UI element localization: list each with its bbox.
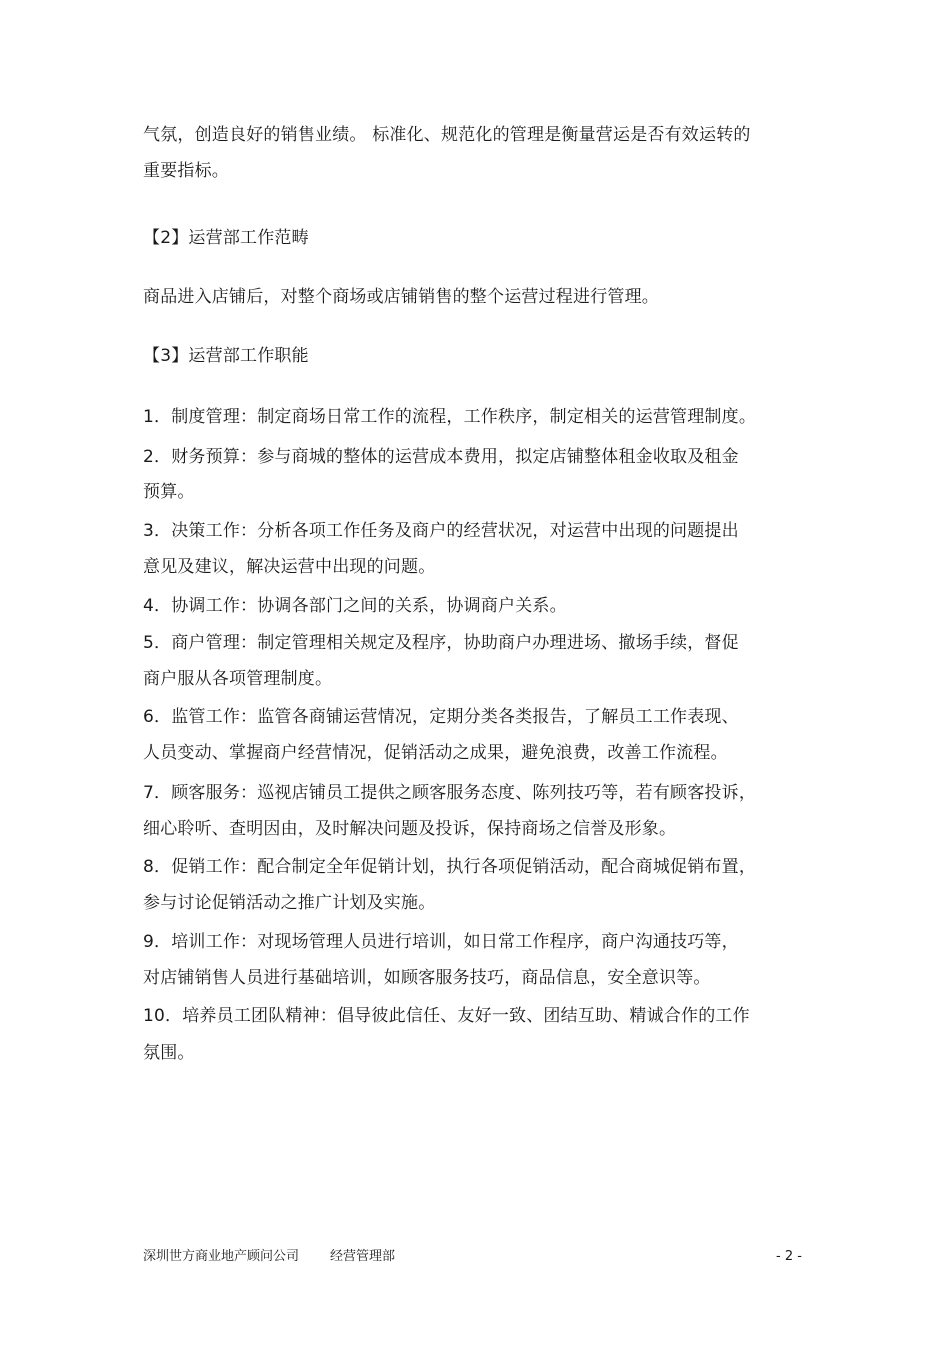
list-item-6-line-1: 6．监管工作：监管各商铺运营情况，定期分类各类报告，了解员工工作表现、 xyxy=(143,707,739,727)
footer-company-name: 深圳世方商业地产顾问公司 xyxy=(143,1249,300,1264)
intro-line-1: 气氛，创造良好的销售业绩。 标准化、规范化的管理是衡量营运是否有效运转的 xyxy=(143,125,751,145)
intro-line-2: 重要指标。 xyxy=(143,161,229,181)
list-item-8-line-1: 8．促销工作：配合制定全年促销计划，执行各项促销活动，配合商城促销布置， xyxy=(143,857,757,877)
list-item-6-line-2: 人员变动、掌握商户经营情况，促销活动之成果，避免浪费，改善工作流程。 xyxy=(143,743,728,763)
list-item-7-line-1: 7．顾客服务：巡视店铺员工提供之顾客服务态度、陈列技巧等，若有顾客投诉， xyxy=(143,783,757,803)
footer-department: 经营管理部 xyxy=(330,1249,396,1264)
list-item-7-line-2: 细心聆听、查明因由，及时解决问题及投诉，保持商场之信誉及形象。 xyxy=(143,819,677,839)
footer-page-number: - 2 - xyxy=(776,1249,802,1264)
list-item-10-line-1: 10．培养员工团队精神：倡导彼此信任、友好一致、团结互助、精诚合作的工作 xyxy=(143,1006,750,1026)
section-3-heading: 【3】运营部工作职能 xyxy=(143,346,309,366)
list-item-10-line-2: 氛围。 xyxy=(143,1043,195,1063)
section-2-body: 商品进入店铺后，对整个商场或店铺销售的整个运营过程进行管理。 xyxy=(143,287,659,307)
list-item-4-line-1: 4．协调工作：协调各部门之间的关系，协调商户关系。 xyxy=(143,596,567,616)
list-item-3-line-2: 意见及建议，解决运营中出现的问题。 xyxy=(143,557,436,577)
list-item-9-line-1: 9．培训工作：对现场管理人员进行培训，如日常工作程序，商户沟通技巧等， xyxy=(143,932,739,952)
list-item-5-line-2: 商户服从各项管理制度。 xyxy=(143,669,333,689)
list-item-2-line-1: 2．财务预算：参与商城的整体的运营成本费用，拟定店铺整体租金收取及租金 xyxy=(143,447,739,467)
section-2-heading: 【2】运营部工作范畴 xyxy=(143,228,309,248)
list-item-5-line-1: 5．商户管理：制定管理相关规定及程序，协助商户办理进场、撤场手续，督促 xyxy=(143,633,739,653)
list-item-1-line-1: 1．制度管理：制定商场日常工作的流程，工作秩序，制定相关的运营管理制度。 xyxy=(143,407,757,427)
list-item-9-line-2: 对店铺销售人员进行基础培训，如顾客服务技巧，商品信息，安全意识等。 xyxy=(143,968,711,988)
list-item-2-line-2: 预算。 xyxy=(143,482,195,502)
list-item-8-line-2: 参与讨论促销活动之推广计划及实施。 xyxy=(143,893,436,913)
list-item-3-line-1: 3．决策工作：分析各项工作任务及商户的经营状况，对运营中出现的问题提出 xyxy=(143,521,739,541)
